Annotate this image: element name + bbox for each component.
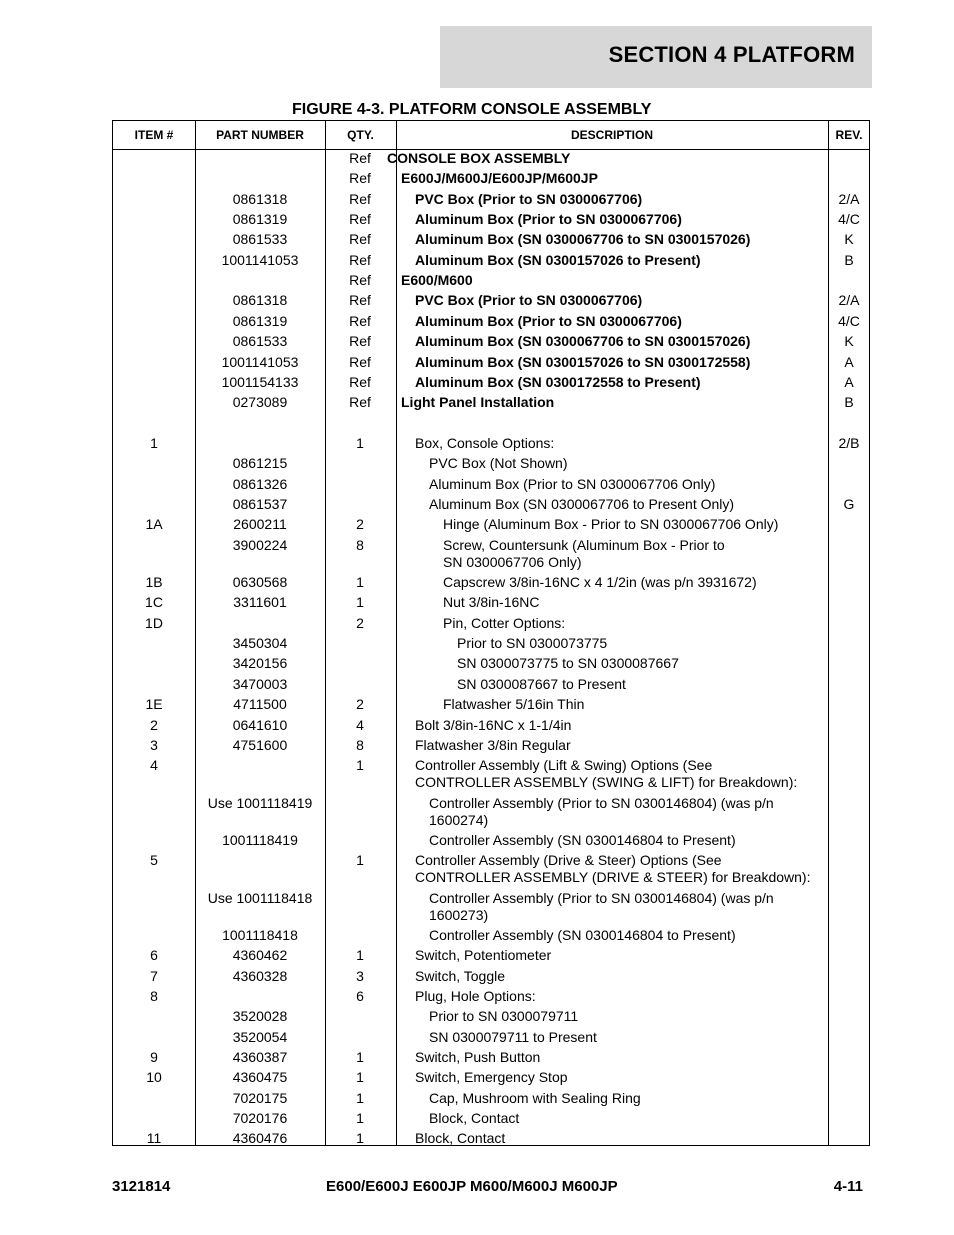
- qty-cell: 1: [356, 1089, 364, 1106]
- description-cell: Hinge (Aluminum Box - Prior to SN 0300067706 Only): [443, 516, 779, 533]
- description-cell: Switch, Potentiometer: [415, 947, 552, 964]
- description-cell: Switch, Toggle: [415, 967, 506, 984]
- description-cell: Plug, Hole Options:: [415, 988, 536, 1004]
- figure-title: FIGURE 4-3. PLATFORM CONSOLE ASSEMBLY: [292, 101, 652, 118]
- part-number-cell: 0861533: [232, 231, 288, 248]
- qty-cell: 4: [356, 716, 364, 733]
- item-number-cell: 2: [150, 716, 158, 733]
- part-number-cell: 0861318: [232, 292, 288, 309]
- qty-cell: Ref: [349, 292, 371, 309]
- item-number-cell: 1A: [145, 516, 163, 533]
- item-number-cell: 3: [150, 736, 158, 753]
- description-cell: Screw, Countersunk (Aluminum Box - Prior to SN 0300067706 Only): [443, 536, 725, 570]
- rev-cell: K: [844, 231, 854, 248]
- description-cell: Prior to SN 0300079711: [429, 1008, 579, 1025]
- qty-cell: 1: [356, 757, 364, 774]
- footer-page-number: 4-11: [833, 1178, 863, 1195]
- part-number-cell: 7020175: [232, 1089, 288, 1106]
- qty-cell: Ref: [349, 211, 371, 228]
- part-number-cell: 1001141053: [221, 353, 299, 370]
- column-header-part-number: PART NUMBER: [216, 128, 304, 142]
- rev-cell: 2/B: [838, 434, 860, 451]
- part-number-cell: 3520054: [232, 1028, 288, 1045]
- qty-cell: Ref: [349, 150, 371, 166]
- description-cell: Light Panel Installation: [401, 394, 555, 411]
- description-cell: SN 0300073775 to SN 0300087667: [457, 655, 679, 672]
- item-number-cell: 11: [146, 1130, 162, 1147]
- description-cell: Bolt 3/8in-16NC x 1-1/4in: [415, 716, 572, 733]
- column-header-rev: REV.: [835, 128, 863, 142]
- part-number-cell: 4360462: [232, 947, 288, 964]
- description-cell: Aluminum Box (SN 0300172558 to Present): [415, 373, 701, 390]
- part-number-cell: 1001118418: [222, 926, 298, 943]
- item-number-cell: 1D: [145, 614, 163, 631]
- part-number-cell: 1001154133: [221, 373, 299, 390]
- part-number-cell: 4360387: [232, 1049, 288, 1065]
- footer-doc-number: 3121814: [112, 1178, 171, 1195]
- qty-cell: 2: [356, 614, 364, 631]
- parts-table: [112, 120, 870, 1146]
- description-cell: Aluminum Box (SN 0300157026 to SN 0300172558): [415, 353, 751, 370]
- qty-cell: 2: [356, 696, 364, 713]
- part-number-cell: 0641610: [232, 716, 288, 733]
- description-cell: Controller Assembly (Prior to SN 0300146804) (was p/n 1600273): [429, 889, 774, 923]
- description-cell: Aluminum Box (SN 0300157026 to Present): [415, 251, 701, 268]
- part-number-cell: 3520028: [232, 1008, 288, 1025]
- part-number-cell: 3311601: [233, 594, 287, 611]
- item-number-cell: 7: [150, 967, 158, 984]
- description-cell: Cap, Mushroom with Sealing Ring: [429, 1089, 641, 1106]
- item-number-cell: 4: [150, 757, 158, 774]
- qty-cell: 1: [356, 574, 364, 590]
- qty-cell: Ref: [349, 333, 371, 350]
- description-cell: Aluminum Box (Prior to SN 0300067706): [415, 312, 682, 329]
- description-cell: Box, Console Options:: [415, 434, 555, 451]
- part-number-cell: 0861319: [232, 211, 288, 228]
- part-number-cell: 4360475: [232, 1069, 288, 1086]
- description-cell: Controller Assembly (SN 0300146804 to Present): [429, 926, 736, 943]
- qty-cell: Ref: [349, 190, 371, 207]
- part-number-cell: 1001141053: [221, 251, 299, 268]
- column-header-item: ITEM #: [134, 128, 174, 142]
- description-cell: Block, Contact: [429, 1110, 520, 1127]
- part-number-cell: 3900224: [232, 536, 288, 553]
- footer-models: E600/E600J E600JP M600/M600J M600JP: [326, 1178, 618, 1195]
- item-number-cell: 10: [146, 1069, 162, 1086]
- part-number-cell: 1001118419: [222, 831, 298, 848]
- item-number-cell: 8: [150, 988, 158, 1004]
- column-header-qty: QTY.: [347, 128, 374, 142]
- rev-cell: A: [844, 353, 854, 370]
- description-cell: SN 0300087667 to Present: [457, 675, 626, 692]
- column-header-description: DESCRIPTION: [570, 128, 653, 142]
- rev-cell: 2/A: [838, 292, 860, 309]
- qty-cell: 1: [356, 1049, 364, 1065]
- description-cell: Controller Assembly (Prior to SN 0300146804) (was p/n 1600274): [429, 794, 774, 828]
- part-number-cell: 0861533: [232, 333, 288, 350]
- description-cell: PVC Box (Not Shown): [429, 455, 568, 472]
- description-cell: PVC Box (Prior to SN 0300067706): [415, 292, 643, 309]
- item-number-cell: 1: [150, 434, 158, 451]
- part-number-cell: 7020176: [232, 1110, 288, 1127]
- part-number-cell: 2600211: [233, 516, 287, 533]
- qty-cell: 8: [356, 736, 364, 753]
- qty-cell: 1: [356, 852, 364, 869]
- description-cell: Pin, Cotter Options:: [443, 614, 566, 631]
- description-cell: Controller Assembly (Drive & Steer) Options (See CONTROLLER ASSEMBLY (DRIVE & STEER) for Breakdown):: [415, 852, 811, 886]
- description-cell: Aluminum Box (Prior to SN 0300067706 Only): [429, 475, 716, 492]
- description-cell: E600/M600: [401, 272, 473, 289]
- part-number-cell: 0861215: [232, 455, 288, 472]
- description-cell: E600J/M600J/E600JP/M600JP: [401, 170, 598, 187]
- part-number-cell: 4360476: [232, 1130, 288, 1147]
- rev-cell: 4/C: [838, 211, 860, 228]
- item-number-cell: 9: [150, 1049, 158, 1065]
- qty-cell: Ref: [349, 373, 371, 390]
- qty-cell: 1: [356, 947, 364, 964]
- column-divider: [195, 121, 196, 1145]
- item-number-cell: 1B: [145, 574, 163, 590]
- description-cell: Controller Assembly (SN 0300146804 to Present): [429, 831, 736, 848]
- rev-cell: A: [844, 373, 854, 390]
- qty-cell: 2: [356, 516, 364, 533]
- qty-cell: 1: [356, 1110, 364, 1127]
- item-number-cell: 1C: [145, 594, 163, 611]
- description-cell: Aluminum Box (SN 0300067706 to SN 0300157026): [415, 231, 751, 248]
- part-number-cell: 4711500: [233, 696, 287, 713]
- description-cell: Nut 3/8in-16NC: [443, 594, 540, 611]
- column-divider: [396, 121, 397, 1145]
- description-cell: Prior to SN 0300073775: [457, 635, 608, 652]
- item-number-cell: 6: [150, 947, 158, 964]
- description-cell: Block, Contact: [415, 1130, 506, 1147]
- rev-cell: K: [844, 333, 854, 350]
- qty-cell: Ref: [349, 251, 371, 268]
- description-cell: Aluminum Box (SN 0300067706 to Present Only): [429, 496, 735, 512]
- qty-cell: 3: [356, 967, 364, 984]
- description-cell: Switch, Emergency Stop: [415, 1069, 568, 1086]
- qty-cell: 6: [356, 988, 364, 1004]
- part-number-cell: 4360328: [232, 967, 288, 984]
- rev-cell: B: [844, 251, 854, 268]
- qty-cell: Ref: [349, 231, 371, 248]
- qty-cell: Ref: [349, 312, 371, 329]
- description-cell: Aluminum Box (SN 0300067706 to SN 0300157026): [415, 333, 751, 350]
- section-header-banner: [440, 26, 872, 88]
- part-number-cell: 3450304: [232, 635, 288, 652]
- description-cell: Aluminum Box (Prior to SN 0300067706): [415, 211, 682, 228]
- description-cell: SN 0300079711 to Present: [429, 1028, 597, 1045]
- part-number-cell: 0861319: [232, 312, 288, 329]
- qty-cell: Ref: [349, 353, 371, 370]
- qty-cell: 1: [356, 1069, 364, 1086]
- part-number-cell: Use 1001118419: [207, 794, 313, 811]
- part-number-cell: 0861318: [232, 190, 288, 207]
- part-number-cell: 3420156: [232, 655, 288, 672]
- qty-cell: 1: [356, 594, 364, 611]
- description-cell: Flatwasher 3/8in Regular: [415, 736, 571, 753]
- section-title: SECTION 4 PLATFORM: [608, 42, 855, 67]
- part-number-cell: 0630568: [232, 574, 288, 590]
- description-cell: Capscrew 3/8in-16NC x 4 1/2in (was p/n 3931672): [443, 574, 757, 590]
- rev-cell: 4/C: [838, 312, 860, 329]
- part-number-cell: Use 1001118418: [207, 889, 313, 906]
- qty-cell: 1: [356, 1130, 364, 1147]
- description-cell: Switch, Push Button: [415, 1049, 541, 1065]
- qty-cell: 8: [356, 536, 364, 553]
- part-number-cell: 3470003: [232, 675, 288, 692]
- part-number-cell: 0861326: [232, 475, 288, 492]
- description-cell: Controller Assembly (Lift & Swing) Options (See CONTROLLER ASSEMBLY (SWING & LIFT) for Breakdown):: [415, 757, 798, 791]
- part-number-cell: 0273089: [232, 394, 288, 411]
- description-cell: PVC Box (Prior to SN 0300067706): [415, 190, 643, 207]
- qty-cell: Ref: [349, 170, 371, 187]
- rev-cell: G: [843, 496, 855, 512]
- part-number-cell: 4751600: [232, 736, 288, 753]
- qty-cell: 1: [356, 434, 364, 451]
- rev-cell: 2/A: [838, 190, 860, 207]
- description-cell: Flatwasher 5/16in Thin: [443, 696, 585, 713]
- item-number-cell: 5: [150, 852, 158, 869]
- part-number-cell: 0861537: [232, 496, 288, 512]
- item-number-cell: 1E: [145, 696, 163, 713]
- qty-cell: Ref: [349, 394, 371, 411]
- description-cell: CONSOLE BOX ASSEMBLY: [387, 150, 571, 166]
- qty-cell: Ref: [349, 272, 371, 289]
- rev-cell: B: [844, 394, 854, 411]
